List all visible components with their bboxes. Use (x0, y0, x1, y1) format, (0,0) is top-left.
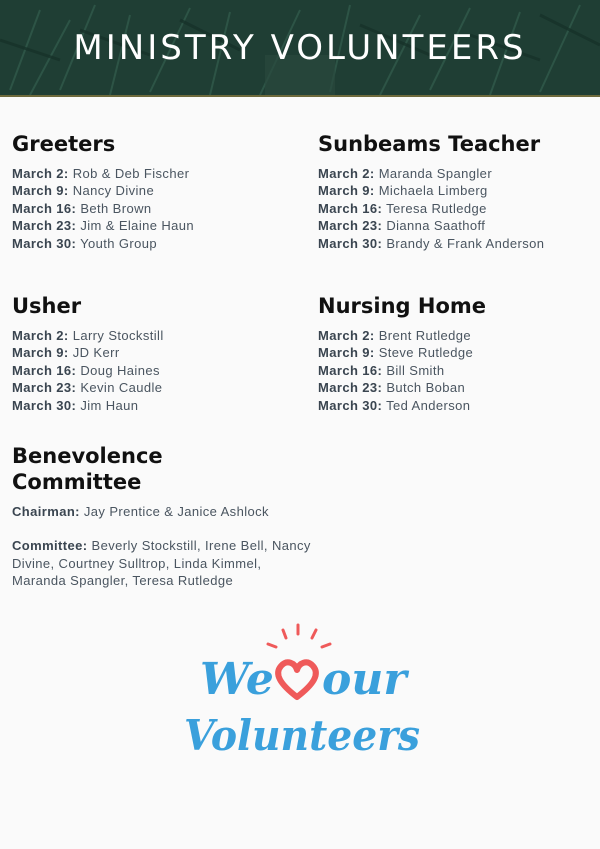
schedule-name: Ted Anderson (386, 397, 471, 413)
schedule-date: March 9: (12, 345, 69, 361)
schedule-name: Rob & Deb Fischer (72, 166, 190, 181)
section-title: Usher (12, 294, 82, 318)
chairman-names: Jay Prentice & Janice Ashlock (83, 504, 269, 519)
section-title-line1: Benevolence (12, 444, 163, 468)
chairman-row (12, 503, 317, 520)
schedule-date: March 2: (318, 328, 375, 343)
schedule-row (12, 362, 164, 379)
nursing-home-section (318, 293, 486, 414)
chairman-label: Chairman: (12, 504, 80, 519)
section-title: Nursing Home (318, 294, 486, 318)
schedule-name: Beth Brown (80, 200, 152, 216)
schedule-date: March 9: (12, 183, 69, 199)
schedule-row (318, 165, 544, 182)
schedule-date: March 2: (12, 328, 69, 343)
schedule-date: March 30: (12, 397, 77, 413)
schedule-name: Dianna Saathoff (386, 218, 486, 234)
schedule-list (12, 165, 194, 252)
schedule-row (12, 165, 194, 182)
schedule-name: Kevin Caudle (80, 380, 163, 396)
schedule-row (318, 344, 486, 361)
schedule-date: March 30: (318, 235, 383, 251)
schedule-row (318, 362, 486, 379)
schedule-name: Bill Smith (386, 362, 445, 378)
schedule-row (12, 379, 164, 396)
schedule-name: Brandy & Frank Anderson (386, 235, 545, 251)
schedule-date: March 16: (318, 362, 383, 378)
committee-row (12, 537, 317, 589)
schedule-date: March 23: (12, 380, 77, 396)
schedule-row (318, 379, 486, 396)
schedule-date: March 16: (12, 362, 77, 378)
sunbeams-section (318, 131, 544, 252)
schedule-name: Teresa Rutledge (386, 200, 487, 216)
schedule-date: March 9: (318, 183, 375, 199)
schedule-row (318, 217, 544, 234)
schedule-date: March 2: (318, 166, 375, 181)
schedule-date: March 23: (12, 218, 77, 234)
schedule-name: JD Kerr (72, 345, 120, 361)
greeters-section (12, 131, 194, 252)
section-title (12, 443, 317, 495)
header-banner (0, 0, 600, 97)
schedule-row (12, 235, 194, 252)
schedule-date: March 16: (318, 200, 383, 216)
schedule-name: Doug Haines (80, 362, 160, 378)
schedule-row (318, 235, 544, 252)
schedule-name: Nancy Divine (72, 183, 155, 199)
logo-word-we: We (200, 654, 274, 705)
schedule-name: Michaela Limberg (378, 183, 488, 199)
schedule-date: March 9: (318, 345, 375, 361)
schedule-name: Jim Haun (80, 397, 139, 413)
schedule-name: Youth Group (80, 235, 158, 251)
schedule-name: Butch Boban (386, 380, 466, 396)
schedule-row (318, 182, 544, 199)
section-title: Sunbeams Teacher (318, 132, 541, 156)
schedule-date: March 23: (318, 218, 383, 234)
schedule-row (12, 182, 194, 199)
schedule-name: Larry Stockstill (72, 328, 164, 343)
section-title: Greeters (12, 132, 116, 156)
schedule-date: March 30: (318, 397, 383, 413)
sparkle-icon (268, 625, 330, 647)
schedule-row (318, 397, 486, 414)
section-title-line2: Committee (12, 470, 142, 494)
schedule-row (12, 217, 194, 234)
logo-word-volunteers: Volunteers (184, 711, 420, 760)
schedule-row (318, 327, 486, 344)
schedule-list (318, 327, 486, 414)
committee-names: Beverly Stockstill, Irene Bell, Nancy Divine, Courtney Sulltrop, Linda Kimmel, Maranda Spangler, Teresa Rutledge (12, 538, 311, 589)
schedule-row (12, 344, 164, 361)
we-love-our-volunteers-logo (180, 622, 425, 772)
schedule-row (318, 200, 544, 217)
schedule-list (12, 327, 164, 414)
benevolence-section (12, 443, 317, 590)
schedule-list (318, 165, 544, 252)
schedule-name: Brent Rutledge (378, 328, 472, 343)
heart-icon (278, 662, 316, 697)
schedule-row (12, 200, 194, 217)
page-title: MINISTRY VOLUNTEERS (73, 28, 527, 68)
schedule-name: Steve Rutledge (378, 345, 474, 361)
committee-label: Committee: (12, 538, 88, 554)
schedule-row (12, 397, 164, 414)
usher-section (12, 293, 164, 414)
schedule-date: March 16: (12, 200, 77, 216)
schedule-row (12, 327, 164, 344)
schedule-name: Maranda Spangler (378, 166, 493, 181)
schedule-name: Jim & Elaine Haun (80, 218, 195, 234)
schedule-date: March 30: (12, 235, 77, 251)
logo-word-our: our (322, 654, 407, 705)
schedule-date: March 2: (12, 166, 69, 181)
schedule-date: March 23: (318, 380, 383, 396)
